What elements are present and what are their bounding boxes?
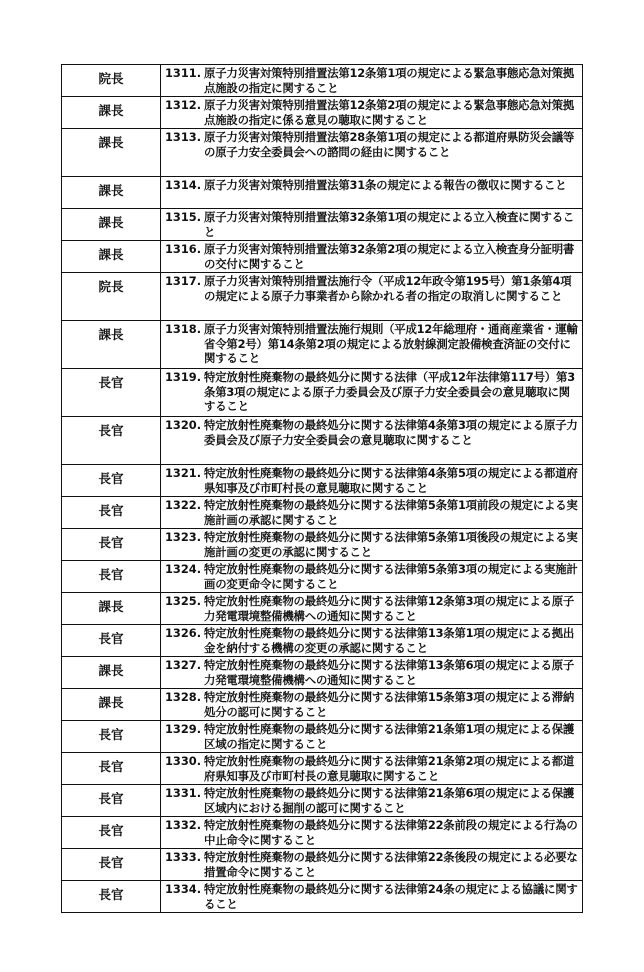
item-number: 1318. (165, 322, 202, 336)
item-number: 1321. (165, 466, 202, 480)
table-row (62, 529, 583, 561)
item-cell (161, 417, 583, 465)
item-cell (161, 241, 583, 273)
table-row (62, 721, 583, 753)
item-content (161, 721, 582, 751)
item-number: 1312. (165, 98, 202, 112)
table-row (62, 321, 583, 369)
item-text: 特定放射性廃棄物の最終処分に関する法律第24条の規定による協議に関すること (204, 882, 578, 911)
item-content (161, 529, 582, 559)
table-row (62, 817, 583, 849)
item-number: 1311. (165, 66, 202, 80)
table-row (62, 417, 583, 465)
table-row (62, 369, 583, 417)
item-cell (161, 753, 583, 785)
item-number: 1334. (165, 882, 202, 896)
authority-cell: 長官 (62, 753, 161, 785)
authority-cell: 長官 (62, 881, 161, 913)
item-text: 特定放射性廃棄物の最終処分に関する法律第4条第3項の規定による原子力委員会及び原子力安全委員会の意見聴取に関すること (204, 418, 578, 447)
item-cell (161, 625, 583, 657)
item-text: 原子力災害対策特別措置法第12条第2項の規定による緊急事態応急対策拠点施設の指定に係る意見の聴取に関すること (204, 98, 575, 127)
table-row (62, 849, 583, 881)
authority-cell: 長官 (62, 465, 161, 497)
authority-cell: 課長 (62, 129, 161, 177)
item-cell (161, 561, 583, 593)
authority-cell: 課長 (62, 689, 161, 721)
authority-cell: 長官 (62, 721, 161, 753)
item-content (161, 497, 582, 527)
item-cell (161, 129, 583, 177)
table-row (62, 753, 583, 785)
authority-cell: 長官 (62, 497, 161, 529)
table-row (62, 241, 583, 273)
item-content (161, 209, 582, 239)
item-cell (161, 321, 583, 369)
item-text: 特定放射性廃棄物の最終処分に関する法律第13条第6項の規定による原子力発電環境整備機構への通知に関すること (204, 658, 575, 687)
item-content (161, 689, 582, 719)
item-number: 1322. (165, 498, 202, 512)
item-content (161, 65, 582, 95)
item-cell (161, 657, 583, 689)
item-text: 特定放射性廃棄物の最終処分に関する法律第12条第3項の規定による原子力発電環境整備機構への通知に関すること (204, 594, 575, 623)
item-number: 1332. (165, 818, 202, 832)
authority-cell: 課長 (62, 593, 161, 625)
item-number: 1323. (165, 530, 202, 544)
item-content (161, 849, 582, 879)
item-text: 特定放射性廃棄物の最終処分に関する法律第21条第6項の規定による保護区域内における掘削の認可に関すること (204, 786, 575, 815)
table-row (62, 129, 583, 177)
table-row (62, 881, 583, 913)
item-number: 1329. (165, 722, 202, 736)
item-number: 1313. (165, 130, 202, 144)
authority-cell: 長官 (62, 561, 161, 593)
item-number: 1315. (165, 210, 202, 224)
item-content (161, 465, 582, 495)
item-cell (161, 65, 583, 97)
item-cell (161, 721, 583, 753)
item-cell (161, 881, 583, 913)
table-row (62, 593, 583, 625)
authority-cell: 長官 (62, 849, 161, 881)
item-content (161, 657, 582, 687)
authority-cell: 課長 (62, 209, 161, 241)
table-row (62, 273, 583, 321)
item-number: 1328. (165, 690, 202, 704)
item-text: 原子力災害対策特別措置法第12条第1項の規定による緊急事態応急対策拠点施設の指定に関すること (204, 66, 575, 95)
item-number: 1331. (165, 786, 202, 800)
item-text: 特定放射性廃棄物の最終処分に関する法律第5条第3項の規定による実施計画の変更命令に関すること (204, 562, 578, 591)
item-text: 特定放射性廃棄物の最終処分に関する法律第5条第1項後段の規定による実施計画の変更の承認に関すること (204, 530, 578, 559)
item-content (161, 129, 582, 159)
item-content (161, 177, 582, 193)
item-text: 原子力災害対策特別措置法第31条の規定による報告の徴収に関すること (204, 178, 567, 192)
item-text: 特定放射性廃棄物の最終処分に関する法律第15条第3項の規定による滞納処分の認可に関すること (204, 690, 575, 719)
authority-cell: 院長 (62, 273, 161, 321)
authority-cell: 長官 (62, 625, 161, 657)
item-text: 特定放射性廃棄物の最終処分に関する法律第22条前段の規定による行為の中止命令に関すること (204, 818, 578, 847)
item-number: 1319. (165, 370, 202, 384)
table-row (62, 657, 583, 689)
item-text: 原子力災害対策特別措置法施行令（平成12年政令第195号）第1条第4項の規定による原子力事業者から除かれる者の指定の取消しに関すること (204, 274, 572, 303)
authority-cell: 課長 (62, 177, 161, 209)
authority-cell: 課長 (62, 97, 161, 129)
item-content (161, 625, 582, 655)
authority-cell: 長官 (62, 785, 161, 817)
table-row (62, 785, 583, 817)
item-number: 1316. (165, 242, 202, 256)
item-cell (161, 465, 583, 497)
item-text: 特定放射性廃棄物の最終処分に関する法律第4条第5項の規定による都道府県知事及び市町村長の意見聴取に関すること (204, 466, 578, 495)
item-number: 1325. (165, 594, 202, 608)
item-cell (161, 177, 583, 209)
table-row (62, 97, 583, 129)
item-cell (161, 849, 583, 881)
item-cell (161, 529, 583, 561)
item-text: 原子力災害対策特別措置法第32条第2項の規定による立入検査身分証明書の交付に関すること (204, 242, 575, 271)
authority-cell: 長官 (62, 369, 161, 417)
delegation-table (61, 64, 583, 913)
table-row (62, 177, 583, 209)
item-cell (161, 689, 583, 721)
item-content (161, 753, 582, 783)
authority-cell: 長官 (62, 529, 161, 561)
item-text: 原子力災害対策特別措置法第32条第1項の規定による立入検査に関すること (204, 210, 575, 239)
item-text: 特定放射性廃棄物の最終処分に関する法律（平成12年法律第117号）第3条第3項の規定による原子力委員会及び原子力安全委員会の意見聴取に関すること (204, 370, 575, 413)
item-content (161, 369, 582, 414)
table-row (62, 689, 583, 721)
item-content (161, 561, 582, 591)
table-row (62, 625, 583, 657)
item-content (161, 321, 582, 366)
item-text: 特定放射性廃棄物の最終処分に関する法律第21条第1項の規定による保護区域の指定に関すること (204, 722, 575, 751)
item-number: 1330. (165, 754, 202, 768)
item-text: 原子力災害対策特別措置法第28条第1項の規定による都道府県防災会議等の原子力安全委員会への諮問の経由に関すること (204, 130, 575, 159)
item-content (161, 417, 582, 447)
item-text: 特定放射性廃棄物の最終処分に関する法律第5条第1項前段の規定による実施計画の承認に関すること (204, 498, 578, 527)
item-content (161, 273, 582, 303)
item-cell (161, 209, 583, 241)
item-cell (161, 369, 583, 417)
item-cell (161, 497, 583, 529)
item-number: 1327. (165, 658, 202, 672)
item-content (161, 785, 582, 815)
authority-cell: 課長 (62, 657, 161, 689)
item-content (161, 97, 582, 127)
item-cell (161, 593, 583, 625)
table-row (62, 65, 583, 97)
authority-cell: 院長 (62, 65, 161, 97)
table-row (62, 497, 583, 529)
item-text: 特定放射性廃棄物の最終処分に関する法律第21条第2項の規定による都道府県知事及び市町村長の意見聴取に関すること (204, 754, 575, 783)
item-number: 1320. (165, 418, 202, 432)
item-content (161, 241, 582, 271)
item-text: 原子力災害対策特別措置法施行規則（平成12年総理府・通商産業省・運輸省令第2号）第14条第2項の規定による放射線測定設備検査済証の交付に関すること (204, 322, 578, 365)
item-cell (161, 97, 583, 129)
authority-cell: 長官 (62, 417, 161, 465)
authority-cell: 長官 (62, 817, 161, 849)
table-row (62, 465, 583, 497)
item-number: 1324. (165, 562, 202, 576)
table-row (62, 561, 583, 593)
item-cell (161, 273, 583, 321)
item-text: 特定放射性廃棄物の最終処分に関する法律第13条第1項の規定による拠出金を納付する機構の変更の承認に関すること (204, 626, 575, 655)
item-number: 1333. (165, 850, 202, 864)
item-cell (161, 817, 583, 849)
item-content (161, 881, 582, 911)
item-content (161, 817, 582, 847)
table-row (62, 209, 583, 241)
item-content (161, 593, 582, 623)
item-cell (161, 785, 583, 817)
item-number: 1317. (165, 274, 202, 288)
item-text: 特定放射性廃棄物の最終処分に関する法律第22条後段の規定による必要な措置命令に関すること (204, 850, 578, 879)
authority-cell: 課長 (62, 321, 161, 369)
authority-cell: 課長 (62, 241, 161, 273)
item-number: 1314. (165, 178, 202, 192)
table-body (62, 65, 583, 913)
item-number: 1326. (165, 626, 202, 640)
